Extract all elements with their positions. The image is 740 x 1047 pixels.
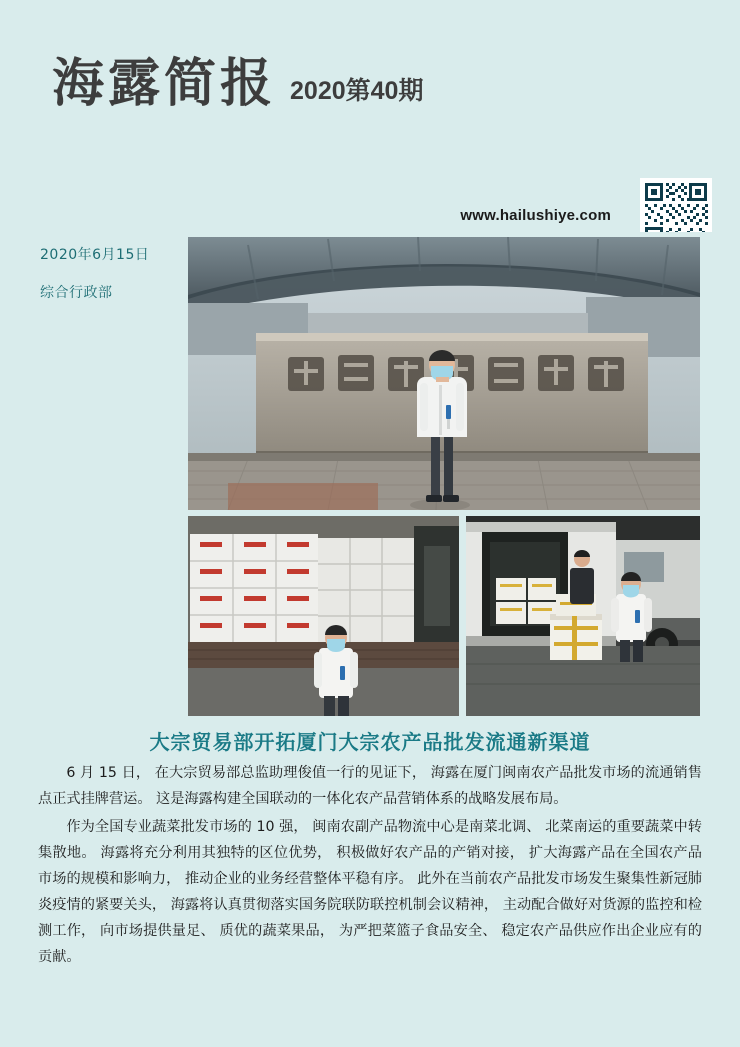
issue-number: 2020第40期 [290, 77, 424, 105]
photo-cold-chain-truck [466, 516, 700, 716]
department-name: 综合行政部 [40, 285, 113, 301]
page-content [0, 232, 740, 1047]
masthead [52, 54, 424, 114]
meta-block [40, 244, 190, 302]
article-paragraph: 作为全国专业蔬菜批发市场的 10 强， 闽南农副产品物流中心是南菜北调、 北菜南运的重要蔬菜中转集散地。 海露将充分利用其独特的区位优势， 积极做好农产品的产销对接， 扩大海露产品在全国农产品市场的规模和影响力， 推动企业的业务经营整体平稳有序。 此外在当前农产品批发市场发生聚集性新冠肺炎疫情的紧要关头， 海露将认真贯彻落实国务院联防联控机制会议精神， 主动配合做好对货源的监控和检测工作， 向市场提供量足、 质优的蔬菜果品， 为严把菜篮子食品安全、 稳定农产品供应作出企业应有的贡献。 [38, 819, 702, 965]
photo-main [188, 237, 700, 510]
website-url[interactable]: www.hailushiye.com [460, 207, 611, 224]
publish-date: 2020年6月15日 [40, 247, 150, 263]
publication-title: 海露简报 [52, 54, 277, 114]
article-paragraph: 6 月 15 日， 在大宗贸易部总监助理俊值一行的见证下， 海露在厦门闽南农产品批发市场的流通销售点正式挂牌营运。 这是海露构建全国联动的一体化农产品营销体系的战略发展布局。 [38, 765, 702, 807]
photo-truck-loading [188, 516, 459, 716]
page-header [0, 0, 740, 232]
article-title: 大宗贸易部开拓厦门大宗农产品批发流通新渠道 [149, 730, 591, 754]
article-body [38, 760, 702, 972]
